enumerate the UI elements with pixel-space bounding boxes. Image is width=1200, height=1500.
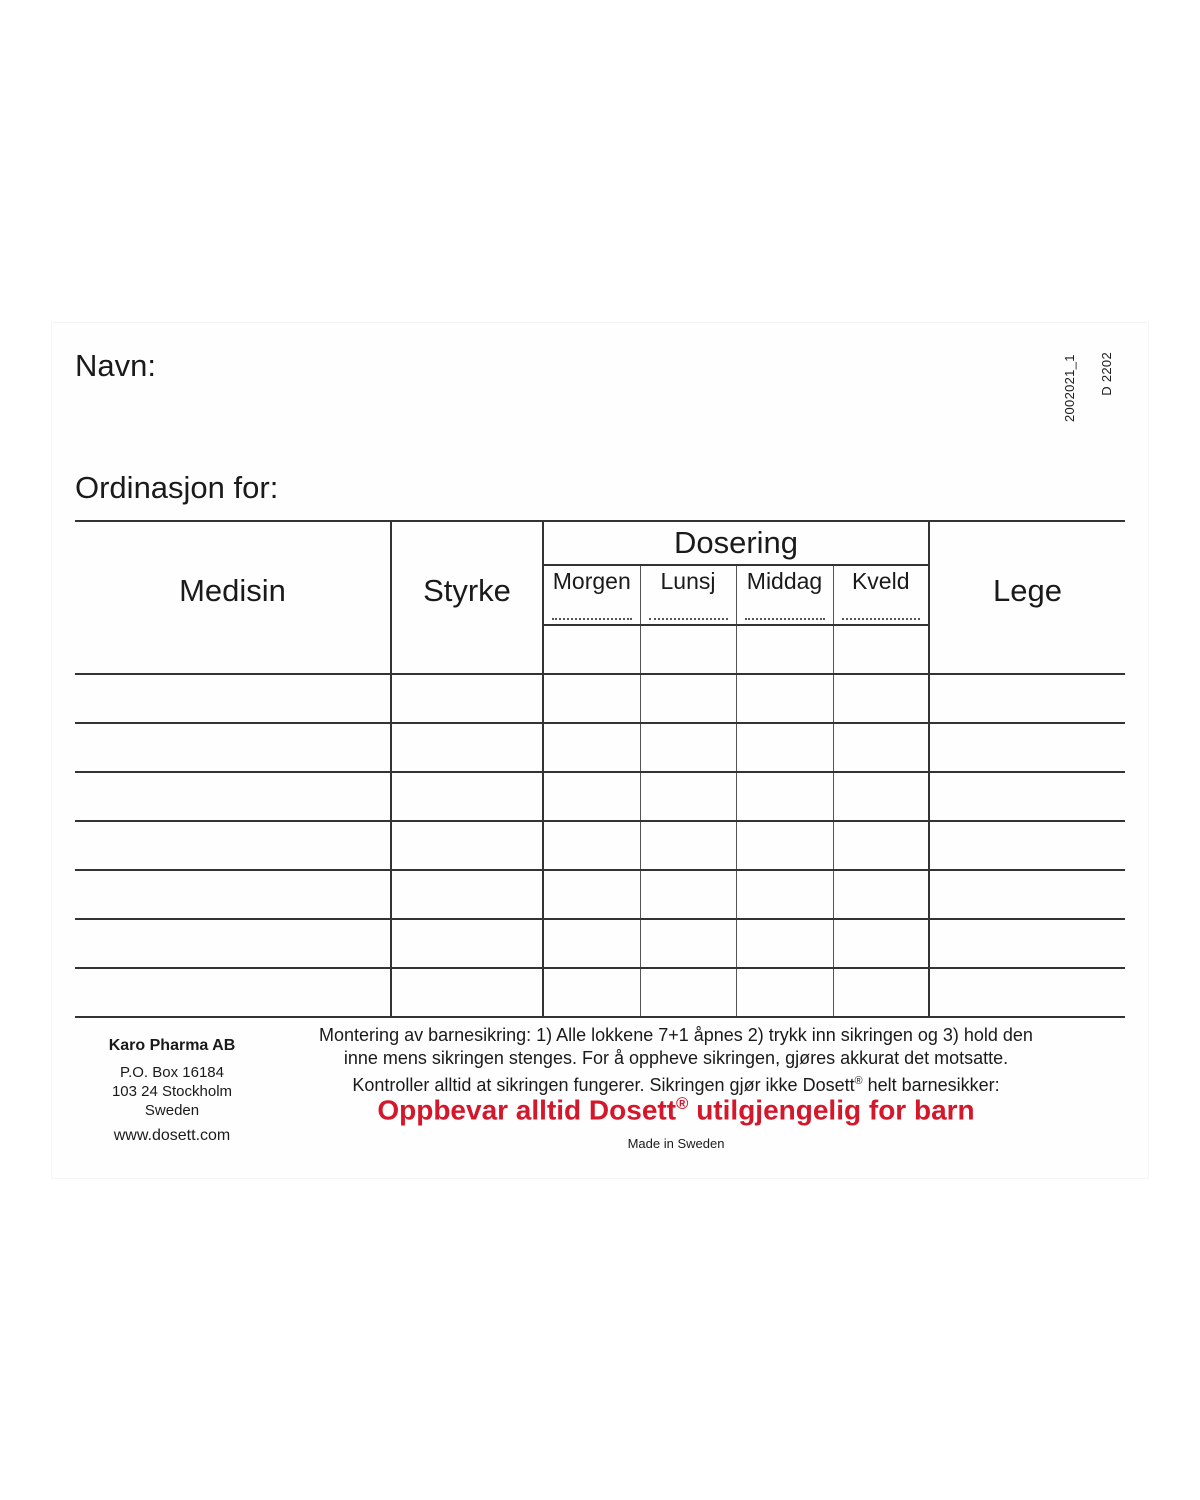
dotted-line [649, 618, 728, 620]
strength-cell[interactable] [391, 821, 543, 870]
evening-cell[interactable] [833, 968, 929, 1017]
warning-text: Oppbevar alltid Dosett [377, 1094, 677, 1126]
dotted-line [842, 618, 921, 620]
company-name: Karo Pharma AB [108, 1037, 236, 1054]
table-row [75, 919, 1125, 968]
table-row [75, 821, 1125, 870]
dosage-time [736, 565, 833, 625]
medication-table [75, 520, 1125, 1018]
doctor-cell[interactable] [929, 674, 1125, 723]
doctor-cell[interactable] [929, 723, 1125, 772]
medicine-cell[interactable] [75, 870, 391, 919]
name-label: Navn: [75, 348, 156, 383]
prescription-label: Ordinasjon for: [75, 470, 279, 505]
table-row [75, 625, 1125, 674]
dinner-cell[interactable] [736, 723, 833, 772]
header-doctor: Lege [929, 521, 1125, 625]
dosage-time [640, 565, 736, 625]
dosage-time [833, 565, 929, 625]
table-row [75, 772, 1125, 821]
strength-cell[interactable] [391, 723, 543, 772]
medicine-cell[interactable] [75, 919, 391, 968]
website: www.dosett.com [113, 1127, 231, 1144]
doctor-cell[interactable] [929, 625, 1125, 674]
registered-mark: ® [854, 1075, 863, 1087]
dosage-time-label: Morgen [552, 568, 631, 594]
evening-cell[interactable] [833, 919, 929, 968]
medicine-cell[interactable] [75, 968, 391, 1017]
header-medicine: Medisin [75, 521, 391, 625]
dinner-cell[interactable] [736, 821, 833, 870]
evening-cell[interactable] [833, 821, 929, 870]
registered-mark: ® [676, 1094, 689, 1113]
dinner-cell[interactable] [736, 870, 833, 919]
dosage-time [543, 565, 640, 625]
instruction-line: inne mens sikringen stenges. For å oppheve sikringen, gjøres akkurat det motsatte. [343, 1048, 1009, 1068]
strength-cell[interactable] [391, 772, 543, 821]
table-row [75, 723, 1125, 772]
lunch-cell[interactable] [640, 625, 736, 674]
doctor-cell[interactable] [929, 968, 1125, 1017]
lunch-cell[interactable] [640, 674, 736, 723]
doctor-cell[interactable] [929, 919, 1125, 968]
medicine-cell[interactable] [75, 723, 391, 772]
address-line: 103 24 Stockholm [111, 1083, 233, 1100]
morning-cell[interactable] [543, 968, 640, 1017]
dosage-time-label: Kveld [851, 568, 910, 594]
dosage-time-label: Lunsj [660, 568, 716, 594]
article-code: D 2202 [1099, 352, 1114, 396]
dinner-cell[interactable] [736, 968, 833, 1017]
evening-cell[interactable] [833, 772, 929, 821]
dinner-cell[interactable] [736, 919, 833, 968]
morning-cell[interactable] [543, 723, 640, 772]
instruction-text: helt barnesikker: [862, 1075, 1000, 1095]
header-dosage: Dosering [543, 521, 929, 565]
safety-instructions [285, 1024, 1067, 1097]
doctor-cell[interactable] [929, 772, 1125, 821]
medicine-cell[interactable] [75, 625, 391, 674]
instruction-text: Kontroller alltid at sikringen fungerer. Sikringen gjør ikke Dosett [352, 1075, 855, 1095]
product-code: 2002021_1 [1062, 354, 1077, 422]
table-row [75, 870, 1125, 919]
morning-cell[interactable] [543, 674, 640, 723]
evening-cell[interactable] [833, 674, 929, 723]
strength-cell[interactable] [391, 870, 543, 919]
morning-cell[interactable] [543, 821, 640, 870]
table-body [75, 625, 1125, 1017]
lunch-cell[interactable] [640, 968, 736, 1017]
morning-cell[interactable] [543, 772, 640, 821]
doctor-cell[interactable] [929, 870, 1125, 919]
lunch-cell[interactable] [640, 870, 736, 919]
dinner-cell[interactable] [736, 674, 833, 723]
evening-cell[interactable] [833, 625, 929, 674]
instruction-line [285, 1070, 1067, 1097]
child-safety-warning [285, 1094, 1067, 1126]
dosage-time-label: Middag [746, 568, 823, 594]
table-row [75, 968, 1125, 1017]
dotted-line [552, 618, 632, 620]
medicine-cell[interactable] [75, 772, 391, 821]
strength-cell[interactable] [391, 968, 543, 1017]
lunch-cell[interactable] [640, 723, 736, 772]
strength-cell[interactable] [391, 625, 543, 674]
morning-cell[interactable] [543, 919, 640, 968]
evening-cell[interactable] [833, 870, 929, 919]
instruction-line: Montering av barnesikring: 1) Alle lokkene 7+1 åpnes 2) trykk inn sikringen og 3) hold den [319, 1025, 1033, 1045]
dinner-cell[interactable] [736, 625, 833, 674]
medicine-cell[interactable] [75, 674, 391, 723]
product-codes [1062, 348, 1114, 422]
strength-cell[interactable] [391, 674, 543, 723]
table-row [75, 674, 1125, 723]
warning-text: utilgjengelig for barn [688, 1094, 975, 1126]
morning-cell[interactable] [543, 625, 640, 674]
lunch-cell[interactable] [640, 919, 736, 968]
medicine-cell[interactable] [75, 821, 391, 870]
lunch-cell[interactable] [640, 772, 736, 821]
morning-cell[interactable] [543, 870, 640, 919]
made-in: Made in Sweden [627, 1136, 725, 1151]
header-strength: Styrke [391, 521, 543, 625]
strength-cell[interactable] [391, 919, 543, 968]
address-line: P.O. Box 16184 [120, 1064, 224, 1081]
lunch-cell[interactable] [640, 821, 736, 870]
evening-cell[interactable] [833, 723, 929, 772]
doctor-cell[interactable] [929, 821, 1125, 870]
dinner-cell[interactable] [736, 772, 833, 821]
company-info [92, 1036, 252, 1145]
address-line: Sweden [144, 1102, 200, 1119]
dotted-line [745, 618, 825, 620]
